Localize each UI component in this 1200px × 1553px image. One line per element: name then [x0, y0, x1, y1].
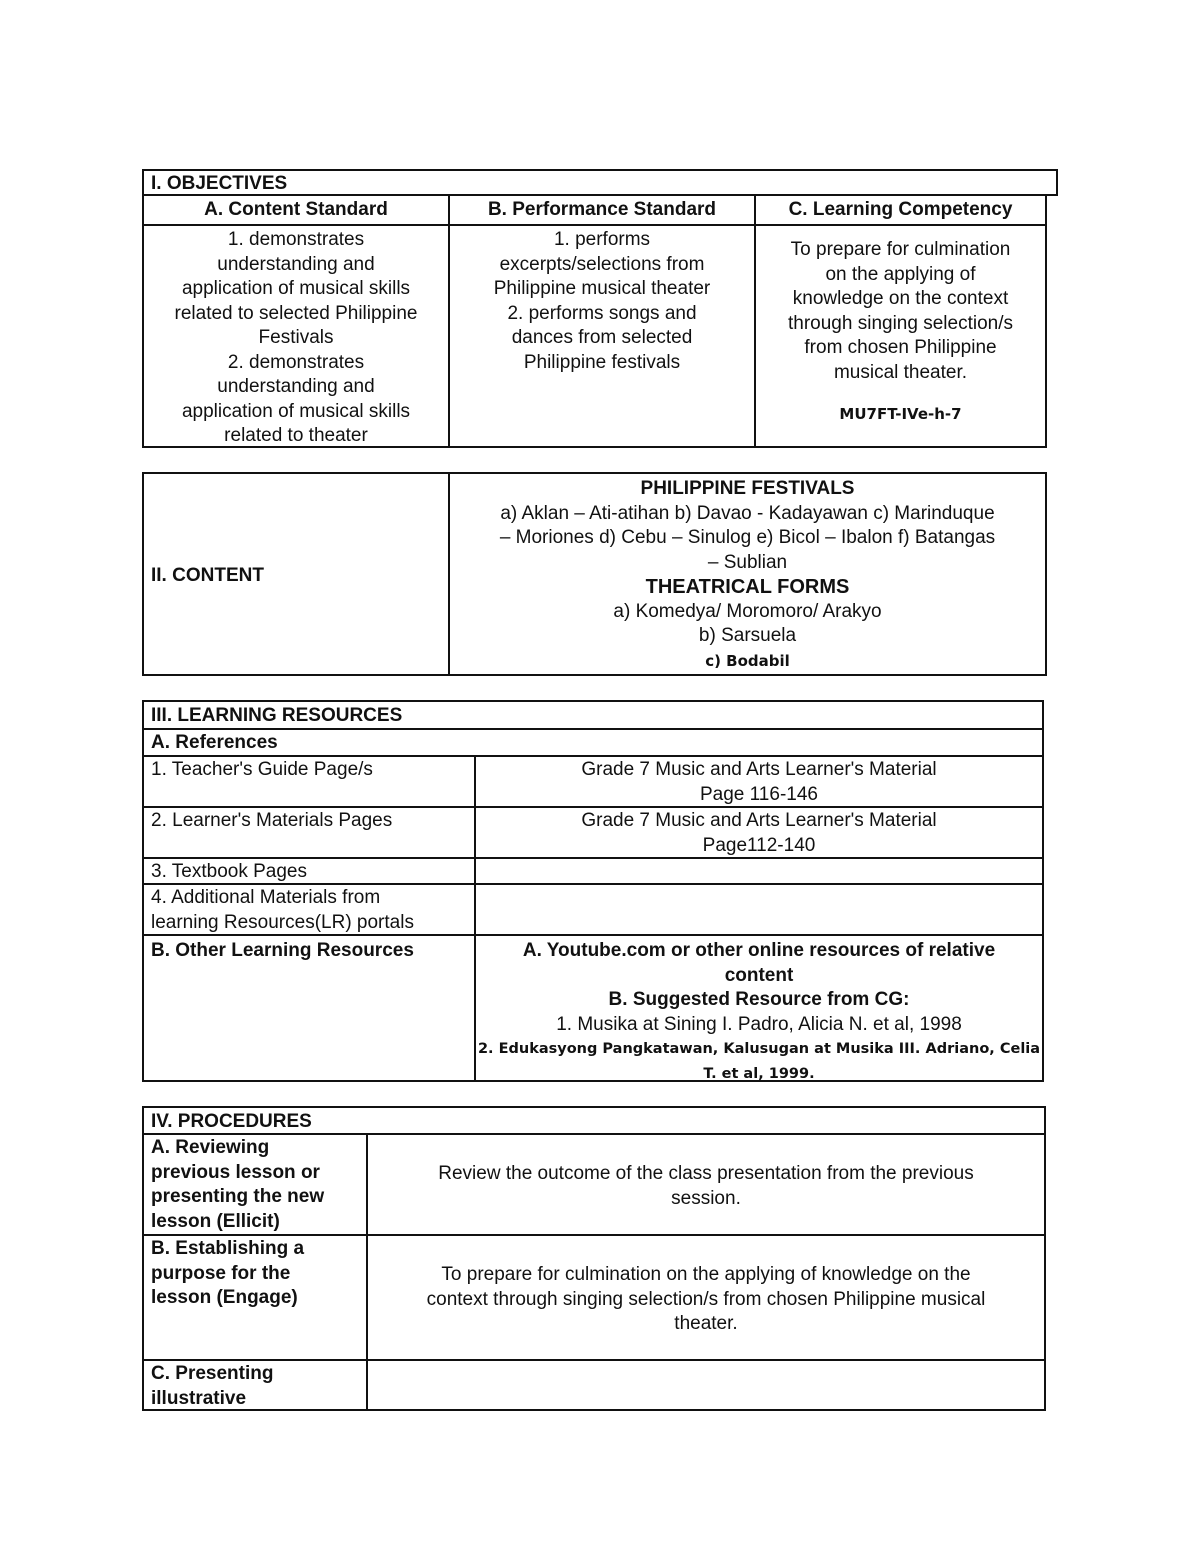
- procedure-label-line: purpose for the: [151, 1262, 291, 1284]
- suggested-resource-heading: B. Suggested Resource from CG:: [608, 989, 910, 1010]
- procedure-label-line: presenting the new: [151, 1186, 325, 1207]
- performance-standard-line: dances from selected: [511, 327, 693, 348]
- performance-standard-cell: [448, 224, 754, 446]
- procedure-label-line: illustrative: [151, 1387, 247, 1409]
- other-resources-line-a: A. Youtube.com or other online resources of relative: [522, 940, 996, 961]
- learning-competency-line: To prepare for culmination: [790, 239, 1011, 260]
- content-standard-line: application of musical skills: [181, 400, 411, 422]
- learners-materials-label: 2. Learner's Materials Pages: [151, 810, 393, 831]
- procedure-label-a: [144, 1133, 366, 1234]
- suggested-resource-item: 1. Musika at Sining I. Padro, Alicia N. et al, 1998: [556, 1013, 962, 1035]
- competency-code: MU7FT-IVe-h-7: [839, 405, 962, 423]
- teachers-guide-value: Grade 7 Music and Arts Learner's Material: [581, 759, 937, 780]
- content-standard-line: related to selected Philippine: [174, 302, 418, 324]
- additional-materials-label-2: learning Resources(LR) portals: [151, 911, 414, 933]
- festivals-line: – Sublian: [707, 551, 788, 573]
- resource-row-value: [474, 806, 1042, 857]
- other-resources-line-a2: content: [724, 964, 794, 986]
- procedure-value-a: [366, 1133, 1044, 1234]
- theatrical-item: b) Sarsuela: [698, 625, 797, 646]
- learning-competency-line: on the applying of: [825, 263, 976, 285]
- objectives-title: I. OBJECTIVES: [151, 173, 288, 194]
- learning-competency-line: from chosen Philippine: [804, 337, 997, 358]
- learning-competency-line: through singing selection/s: [788, 312, 1013, 334]
- suggested-resource-item-cont: T. et al, 1999.: [703, 1065, 815, 1082]
- learners-materials-value: Grade 7 Music and Arts Learner's Material: [581, 810, 937, 831]
- procedure-value-line: theater.: [674, 1313, 738, 1334]
- resource-row-label: [144, 857, 474, 883]
- performance-standard-line: 1. performs: [553, 229, 651, 250]
- content-standard-cell: [144, 224, 448, 446]
- teachers-guide-label: 1. Teacher's Guide Page/s: [151, 759, 373, 780]
- content-standard-line: 1. demonstrates: [227, 229, 365, 250]
- theatrical-item-last: c) Bodabil: [705, 651, 790, 670]
- procedure-value-line: Review the outcome of the class presentation from the previous: [438, 1163, 974, 1184]
- performance-standard-header: B. Performance Standard: [448, 196, 754, 224]
- resource-row-label: [144, 883, 474, 934]
- resource-row-label: [144, 806, 474, 857]
- performance-standard-line: Philippine festivals: [523, 351, 681, 373]
- theatrical-item: a) Komedya/ Moromoro/ Arakyo: [613, 600, 882, 622]
- content-standard-line: understanding and: [217, 376, 375, 397]
- performance-standard-line: excerpts/selections from: [499, 253, 705, 275]
- procedure-label-line: lesson (Ellicit): [151, 1210, 280, 1232]
- references-label: A. References: [144, 728, 1042, 755]
- learning-competency-line: musical theater.: [833, 361, 968, 383]
- textbook-pages-label: 3. Textbook Pages: [151, 861, 307, 882]
- other-resources-cell: [474, 934, 1042, 1080]
- content-details-cell: [448, 474, 1045, 674]
- suggested-resource-item: 2. Edukasyong Pangkatawan, Kalusugan at Musika III. Adriano, Celia: [477, 1041, 1041, 1057]
- procedure-value-b: [366, 1234, 1044, 1359]
- resource-row-value: [474, 755, 1042, 806]
- content-table: [142, 472, 1047, 676]
- learning-competency-header: C. Learning Competency: [754, 196, 1045, 224]
- procedure-label-line: previous lesson or: [151, 1161, 320, 1183]
- learners-materials-pages: Page112-140: [702, 834, 816, 856]
- procedure-label-b: [144, 1234, 366, 1359]
- teachers-guide-pages: Page 116-146: [700, 783, 818, 805]
- procedure-label-line: C. Presenting: [151, 1363, 274, 1384]
- procedure-label-line: B. Establishing a: [151, 1238, 305, 1259]
- objectives-title-bar: [142, 169, 1058, 196]
- festivals-heading: PHILIPPINE FESTIVALS: [640, 478, 855, 499]
- performance-standard-line: Philippine musical theater: [493, 278, 711, 299]
- resources-table: [142, 700, 1044, 1082]
- content-standard-line: understanding and: [217, 253, 375, 275]
- festivals-line: – Moriones d) Cebu – Sinulog e) Bicol – Ibalon f) Batangas: [499, 527, 996, 548]
- resource-row-value: [474, 883, 1042, 934]
- resources-title: III. LEARNING RESOURCES: [151, 705, 403, 726]
- festivals-line: a) Aklan – Ati-atihan b) Davao - Kadayawan c) Marinduque: [500, 502, 995, 524]
- procedure-label-line: A. Reviewing: [151, 1137, 270, 1158]
- additional-materials-label: 4. Additional Materials from: [151, 887, 381, 908]
- other-resources-label: B. Other Learning Resources: [144, 934, 474, 1080]
- procedure-value-line: context through singing selection/s from chosen Philippine musical: [426, 1288, 986, 1310]
- content-title: II. CONTENT: [151, 565, 264, 586]
- objectives-table: [142, 194, 1047, 448]
- procedure-value-c: [366, 1359, 1044, 1409]
- resource-row-label: [144, 755, 474, 806]
- procedure-value-line: To prepare for culmination on the applying of knowledge on the: [441, 1264, 971, 1285]
- procedure-label-c: [144, 1359, 366, 1409]
- performance-standard-line: 2. performs songs and: [507, 302, 697, 324]
- procedures-table: [142, 1106, 1046, 1411]
- procedure-value-line: session.: [671, 1187, 741, 1209]
- content-standard-line: application of musical skills: [181, 278, 411, 299]
- content-standard-line: Festivals: [258, 327, 334, 348]
- resource-row-value: [474, 857, 1042, 883]
- learning-competency-cell: [754, 224, 1045, 446]
- content-standard-line: 2. demonstrates: [227, 351, 365, 373]
- content-standard-line: related to theater: [224, 425, 368, 446]
- content-standard-header: A. Content Standard: [204, 199, 388, 220]
- procedures-title: IV. PROCEDURES: [151, 1111, 312, 1132]
- learning-competency-line: knowledge on the context: [792, 288, 1009, 309]
- theatrical-heading: THEATRICAL FORMS: [645, 576, 850, 598]
- procedure-label-line: lesson (Engage): [151, 1287, 298, 1308]
